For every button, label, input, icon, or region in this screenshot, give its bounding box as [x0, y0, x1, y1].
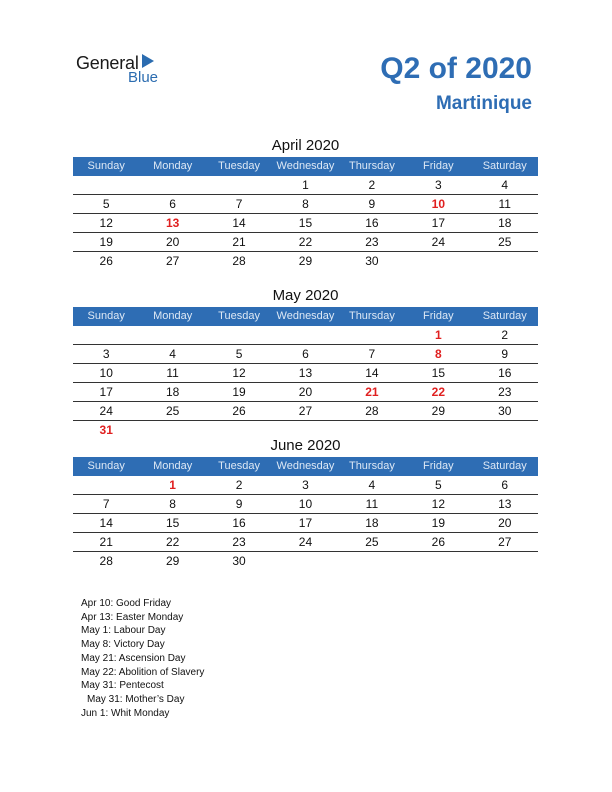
day-cell: 6: [501, 478, 509, 492]
week-row: [73, 514, 538, 533]
day-cell: 5: [434, 478, 442, 492]
day-cell: 22: [431, 385, 445, 399]
day-cell: 21: [99, 535, 113, 549]
week-row: [73, 176, 538, 195]
generalblue-logo: [76, 53, 159, 86]
day-cell: 11: [498, 197, 511, 211]
empty-day-cell: [405, 252, 471, 270]
day-cell: 26: [431, 535, 445, 549]
day-cell: 29: [298, 254, 313, 268]
weekday-label: Monday: [153, 310, 193, 322]
day-cell: 10: [99, 366, 113, 380]
day-cell: 14: [99, 516, 113, 530]
empty-day-cell: [272, 326, 338, 344]
day-cell: 28: [365, 404, 379, 418]
day-cell: 13: [498, 497, 512, 511]
weekday-label: Tuesday: [218, 460, 260, 472]
day-cell: 4: [368, 478, 376, 492]
day-cell: 26: [232, 404, 246, 418]
week-row: [73, 252, 538, 270]
week-row: [73, 364, 538, 383]
day-cell: 1: [169, 478, 176, 492]
weekday-label: Sunday: [87, 460, 125, 472]
day-cell: 8: [434, 347, 442, 361]
empty-day-cell: [472, 252, 538, 270]
day-cell: 12: [431, 497, 445, 511]
day-cell: 24: [99, 404, 113, 418]
weekday-header: [73, 307, 538, 326]
week-row: [73, 345, 538, 364]
empty-day-cell: [339, 552, 405, 570]
holiday-item: Jun 1: Whit Monday: [81, 707, 170, 719]
page-subtitle: Martinique: [435, 93, 532, 114]
week-row: [73, 476, 538, 495]
day-cell: 25: [498, 235, 512, 249]
day-cell: 11: [166, 366, 179, 380]
day-cell: 15: [298, 216, 313, 230]
day-cell: 5: [102, 197, 110, 211]
day-cell: 22: [298, 235, 313, 249]
day-cell: 28: [99, 554, 113, 568]
day-cell: 29: [431, 404, 445, 418]
day-cell: 1: [302, 178, 309, 192]
day-cell: 27: [165, 254, 180, 268]
day-cell: 24: [298, 535, 313, 549]
weekday-label: Thursday: [348, 460, 395, 472]
day-cell: 25: [165, 404, 180, 418]
day-cell: 20: [498, 516, 512, 530]
day-cell: 22: [165, 535, 180, 549]
empty-day-cell: [73, 476, 139, 494]
day-cell: 8: [169, 497, 176, 511]
week-row: [73, 402, 538, 421]
weekday-label: Tuesday: [218, 310, 260, 322]
day-cell: 19: [431, 516, 445, 530]
holiday-item: May 31: Mother’s Day: [87, 693, 185, 705]
month-title: June 2020: [270, 437, 341, 454]
day-cell: 17: [99, 385, 113, 399]
calendar-may: [73, 285, 538, 439]
weekday-label: Monday: [153, 160, 193, 172]
day-cell: 15: [165, 516, 180, 530]
day-cell: 1: [434, 328, 442, 342]
day-cell: 17: [298, 516, 313, 530]
empty-day-cell: [206, 176, 272, 194]
empty-day-cell: [73, 326, 139, 344]
day-cell: 3: [102, 347, 110, 361]
day-cell: 13: [165, 216, 180, 230]
empty-day-cell: [206, 326, 272, 344]
day-cell: 3: [302, 478, 309, 492]
day-cell: 9: [235, 497, 243, 511]
weekday-label: Monday: [153, 460, 193, 472]
empty-day-cell: [139, 176, 205, 194]
holiday-item: May 31: Pentecost: [81, 680, 164, 692]
logo-flag-icon: [142, 54, 154, 68]
weekday-label: Saturday: [482, 160, 527, 172]
day-cell: 6: [302, 347, 309, 361]
day-cell: 20: [165, 235, 180, 249]
week-row: [73, 326, 538, 345]
day-cell: 4: [169, 347, 176, 361]
day-cell: 4: [501, 178, 509, 192]
day-cell: 16: [365, 216, 379, 230]
day-cell: 26: [99, 254, 113, 268]
weekday-label: Thursday: [348, 310, 395, 322]
weekday-label: Saturday: [482, 310, 527, 322]
day-cell: 17: [431, 216, 445, 230]
day-cell: 23: [498, 385, 512, 399]
day-cell: 21: [232, 235, 246, 249]
holiday-item: May 22: Abolition of Slavery: [81, 666, 205, 678]
day-cell: 30: [232, 554, 246, 568]
weekday-header: [73, 157, 538, 176]
logo-general-text: General: [76, 53, 139, 73]
day-cell: 7: [102, 497, 110, 511]
empty-day-cell: [139, 326, 205, 344]
week-row: [73, 495, 538, 514]
weekday-header: [73, 457, 538, 476]
weekday-label: Sunday: [87, 160, 125, 172]
day-cell: 27: [298, 404, 313, 418]
day-cell: 10: [298, 497, 313, 511]
weekday-label: Sunday: [87, 310, 125, 322]
day-cell: 2: [235, 478, 243, 492]
weekday-label: Friday: [423, 460, 454, 472]
day-cell: 15: [431, 366, 445, 380]
calendar-april: [73, 135, 538, 270]
weekday-label: Thursday: [348, 160, 395, 172]
day-cell: 12: [99, 216, 113, 230]
day-cell: 19: [99, 235, 113, 249]
holiday-item: May 8: Victory Day: [81, 639, 165, 651]
day-cell: 25: [365, 535, 379, 549]
weekday-label: Wednesday: [276, 160, 335, 172]
calendar-june: [73, 435, 538, 570]
month-title: April 2020: [271, 137, 340, 154]
day-cell: 5: [235, 347, 243, 361]
day-cell: 7: [368, 347, 376, 361]
week-row: [73, 533, 538, 552]
weekday-label: Saturday: [482, 460, 527, 472]
day-cell: 13: [298, 366, 313, 380]
empty-day-cell: [472, 552, 538, 570]
day-cell: 27: [498, 535, 512, 549]
empty-day-cell: [339, 326, 405, 344]
holiday-item: May 1: Labour Day: [81, 625, 166, 637]
month-title: May 2020: [272, 287, 339, 304]
day-cell: 28: [232, 254, 246, 268]
day-cell: 29: [165, 554, 180, 568]
day-cell: 30: [498, 404, 512, 418]
day-cell: 31: [99, 423, 113, 437]
day-cell: 14: [365, 366, 379, 380]
day-cell: 18: [498, 216, 512, 230]
holiday-list: [81, 597, 204, 720]
day-cell: 10: [431, 197, 445, 211]
day-cell: 16: [498, 366, 512, 380]
day-cell: 6: [169, 197, 176, 211]
week-row: [73, 195, 538, 214]
weekday-label: Friday: [423, 160, 454, 172]
week-row: [73, 233, 538, 252]
empty-day-cell: [272, 552, 338, 570]
holiday-item: Apr 13: Easter Monday: [81, 611, 184, 623]
day-cell: 20: [298, 385, 313, 399]
weekday-label: Friday: [423, 310, 454, 322]
holiday-item: May 21: Ascension Day: [81, 652, 186, 664]
day-cell: 2: [368, 178, 376, 192]
day-cell: 23: [365, 235, 379, 249]
day-cell: 23: [232, 535, 246, 549]
empty-day-cell: [405, 552, 471, 570]
day-cell: 9: [501, 347, 509, 361]
page-title: Q2 of 2020: [380, 52, 532, 85]
logo-blue-text: Blue: [128, 69, 159, 86]
day-cell: 2: [501, 328, 509, 342]
day-cell: 3: [434, 178, 442, 192]
day-cell: 21: [365, 385, 379, 399]
weekday-label: Wednesday: [276, 460, 335, 472]
day-cell: 18: [165, 385, 180, 399]
week-row: [73, 552, 538, 570]
holiday-item: Apr 10: Good Friday: [81, 598, 172, 609]
day-cell: 24: [431, 235, 445, 249]
week-row: [73, 383, 538, 402]
day-cell: 14: [232, 216, 246, 230]
week-row: [73, 214, 538, 233]
day-cell: 11: [365, 497, 379, 511]
day-cell: 19: [232, 385, 246, 399]
day-cell: 16: [232, 516, 246, 530]
day-cell: 30: [365, 254, 379, 268]
day-cell: 9: [368, 197, 376, 211]
day-cell: 7: [235, 197, 243, 211]
day-cell: 12: [232, 366, 246, 380]
weekday-label: Tuesday: [218, 160, 260, 172]
weekday-label: Wednesday: [276, 310, 335, 322]
empty-day-cell: [73, 176, 139, 194]
day-cell: 18: [365, 516, 379, 530]
day-cell: 8: [302, 197, 309, 211]
